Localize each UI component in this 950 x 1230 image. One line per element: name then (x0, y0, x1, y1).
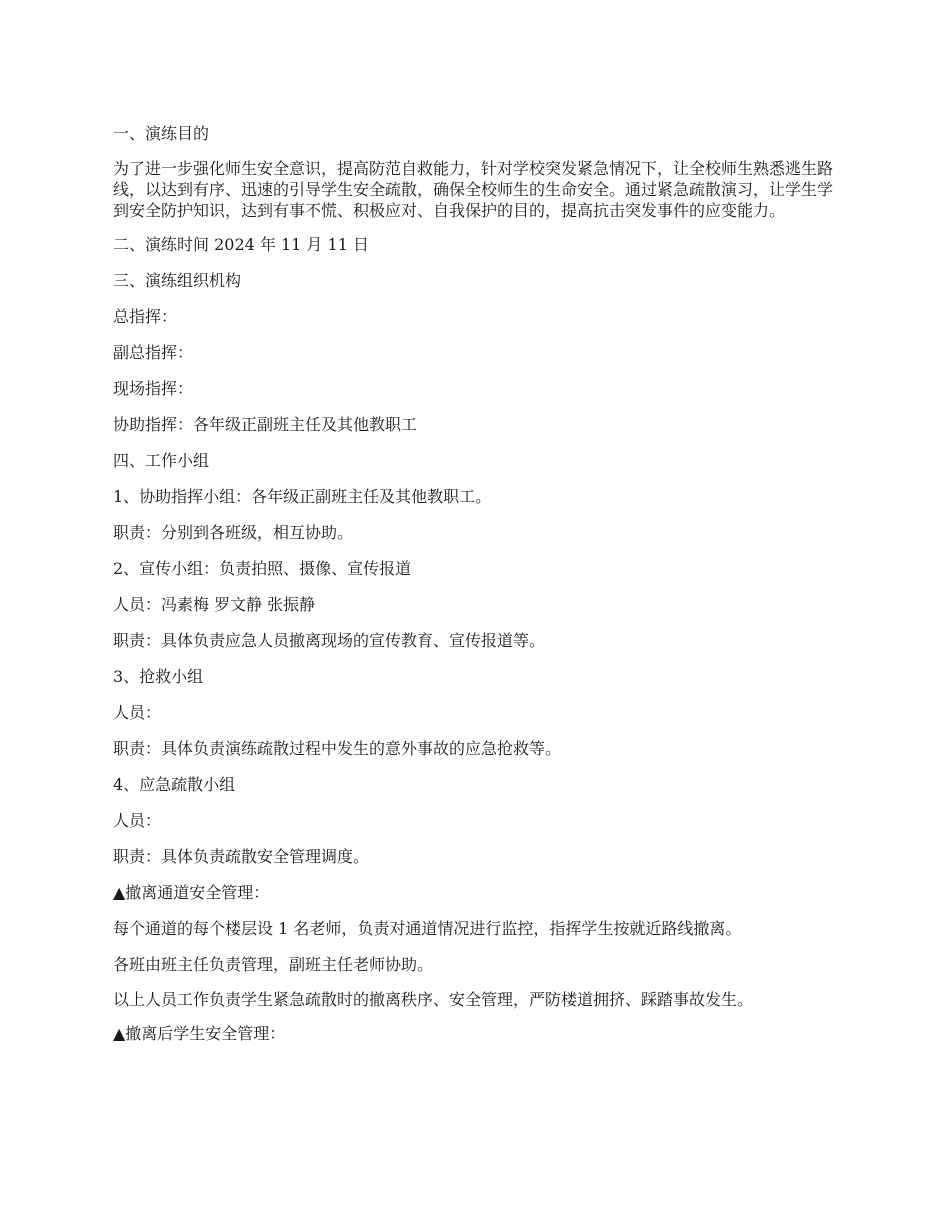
group-4-title: 4、应急疏散小组 (113, 775, 236, 794)
group-4-members: 人员： (113, 811, 162, 830)
section-heading-organization: 三、演练组织机构 (113, 271, 242, 290)
evacuation-channel-heading: ▲撤离通道安全管理： (113, 883, 270, 902)
section-heading-purpose: 一、演练目的 (113, 124, 210, 143)
group-1-duty: 职责：分别到各班级，相互协助。 (113, 523, 354, 542)
group-2-duty: 职责：具体负责应急人员撤离现场的宣传教育、宣传报道等。 (113, 631, 546, 650)
group-2-members: 人员：冯素梅 罗文静 张振静 (113, 595, 316, 614)
deputy-commander-line: 副总指挥： (113, 343, 194, 362)
group-1-title: 1、协助指挥小组：各年级正副班主任及其他教职工。 (113, 487, 492, 506)
section-heading-working-groups: 四、工作小组 (113, 451, 210, 470)
chief-commander-line: 总指挥： (113, 307, 178, 326)
post-evacuation-heading: ▲撤离后学生安全管理： (113, 1024, 286, 1043)
section-heading-time: 二、演练时间 2024 年 11 月 11 日 (113, 235, 369, 254)
group-3-duty: 职责：具体负责演练疏散过程中发生的意外事故的应急抢救等。 (113, 739, 562, 758)
group-3-title: 3、抢救小组 (113, 667, 204, 686)
class-management-rule: 各班由班主任负责管理，副班主任老师协助。 (113, 955, 434, 974)
evacuation-channel-rule: 每个通道的每个楼层设 1 名老师，负责对通道情况进行监控，指挥学生按就近路线撤离。 (113, 919, 742, 938)
document-page (113, 122, 843, 1058)
assistant-commander-line: 协助指挥：各年级正副班主任及其他教职工 (113, 415, 418, 434)
purpose-paragraph: 为了进一步强化师生安全意识，提高防范自救能力，针对学校突发紧急情况下，让全校师生熟悉逃生路线，以达到有序、迅速的引导学生安全疏散，确保全校师生的生命安全。通过紧急疏散演习，让学生学到安全防护知识，达到有事不慌、积极应对、自我保护的目的，提高抗击突发事件的应变能力。 (113, 159, 834, 220)
group-3-members: 人员： (113, 703, 162, 722)
site-commander-line: 现场指挥： (113, 379, 194, 398)
group-2-title: 2、宣传小组：负责拍照、摄像、宣传报道 (113, 559, 412, 578)
group-4-duty: 职责：具体负责疏散安全管理调度。 (113, 847, 370, 866)
staff-responsibility-rule: 以上人员工作负责学生紧急疏散时的撤离秩序、安全管理，严防楼道拥挤、踩踏事故发生。 (113, 990, 754, 1009)
